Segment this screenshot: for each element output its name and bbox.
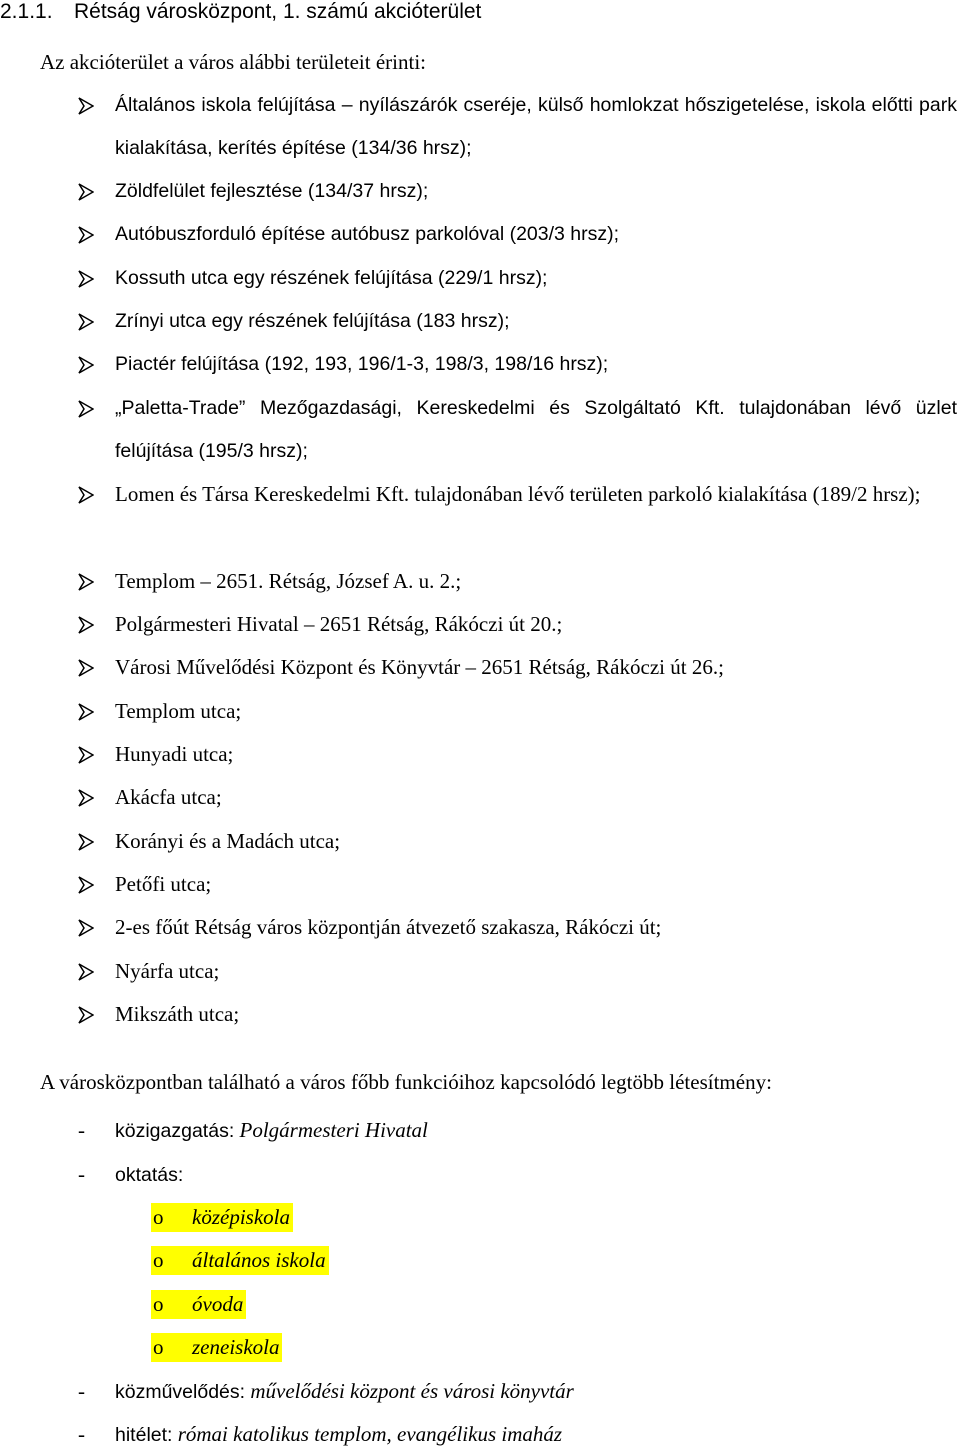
list-item-label: Mikszáth utca; — [115, 1002, 240, 1026]
dash-marker: - — [78, 1118, 85, 1142]
category-value: római katolikus templom, evangélikus imaház — [177, 1422, 563, 1446]
arrowhead-bullet-icon — [78, 963, 94, 981]
category-value: művelődési központ és városi könyvtár — [250, 1379, 574, 1403]
education-item-label: zeneiskola — [192, 1335, 280, 1359]
arrowhead-bullet-icon — [78, 183, 94, 201]
arrowhead-bullet-icon — [78, 919, 94, 937]
arrowhead-bullet-icon — [78, 746, 94, 764]
dash-marker: - — [78, 1422, 85, 1446]
list-item-label: Hunyadi utca; — [115, 742, 234, 766]
education-item — [151, 1333, 282, 1361]
arrowhead-bullet-icon — [78, 356, 94, 374]
summary-paragraph: A városközpontban található a város főbb funkcióihoz kapcsolódó legtöbb létesítmény: — [40, 1070, 772, 1094]
category-label: hitélet: — [115, 1424, 173, 1446]
education-item-label: általános iskola — [192, 1248, 326, 1272]
category-faith — [115, 1420, 562, 1449]
dash-marker: - — [78, 1162, 85, 1186]
education-item — [151, 1203, 293, 1231]
circle-bullet-icon: o — [153, 1292, 164, 1316]
section-number: 2.1.1. — [0, 0, 53, 23]
circle-bullet-icon: o — [153, 1248, 164, 1272]
list-item-label: Zöldfelület fejlesztése (134/37 hrsz); — [115, 180, 429, 202]
list-item-label: Autóbuszforduló építése autóbusz parkolóval (203/3 hrsz); — [115, 223, 620, 245]
list-item-label: „Paletta-Trade” Mezőgazdasági, Kereskedelmi és Szolgáltató Kft. tulajdonában lévő üzlet felújítása (195/3 hrsz); — [115, 397, 957, 462]
category-culture — [115, 1377, 574, 1406]
list-item-label: Korányi és a Madách utca; — [115, 829, 341, 853]
dash-marker: - — [78, 1379, 85, 1403]
education-item — [151, 1246, 329, 1274]
category-label: közművelődés: — [115, 1381, 246, 1403]
list-item-label: Nyárfa utca; — [115, 959, 220, 983]
list-item-label: Városi Művelődési Központ és Könyvtár – 2651 Rétság, Rákóczi út 26.; — [115, 655, 724, 679]
list-item-label: Kossuth utca egy részének felújítása (229/1 hrsz); — [115, 267, 548, 289]
list-item-label: Templom utca; — [115, 699, 242, 723]
list-item-label: Piactér felújítása (192, 193, 196/1-3, 198/3, 198/16 hrsz); — [115, 353, 609, 375]
section-heading — [0, 0, 481, 26]
education-item-label: középiskola — [192, 1205, 290, 1229]
list-item-label: Petőfi utca; — [115, 872, 212, 896]
list-item-label: Lomen és Társa Kereskedelmi Kft. tulajdonában lévő területen parkoló kialakítása (189/2 hrsz); — [115, 482, 921, 506]
category-admin — [115, 1116, 428, 1145]
category-label: közigazgatás: — [115, 1120, 235, 1142]
list-item-label: Akácfa utca; — [115, 785, 222, 809]
section-title: Rétság városközpont, 1. számú akcióterület — [74, 0, 482, 23]
arrowhead-bullet-icon — [78, 97, 94, 115]
arrowhead-bullet-icon — [78, 270, 94, 288]
circle-bullet-icon: o — [153, 1335, 164, 1359]
arrowhead-bullet-icon — [78, 313, 94, 331]
list-item-label: Polgármesteri Hivatal – 2651 Rétság, Rákóczi út 20.; — [115, 612, 563, 636]
list-item-label: Zrínyi utca egy részének felújítása (183 hrsz); — [115, 310, 510, 332]
circle-bullet-icon: o — [153, 1205, 164, 1229]
education-item — [151, 1290, 246, 1318]
list-item-label: Templom – 2651. Rétság, József A. u. 2.; — [115, 569, 462, 593]
category-value: Polgármesteri Hivatal — [239, 1118, 428, 1142]
arrowhead-bullet-icon — [78, 833, 94, 851]
arrowhead-bullet-icon — [78, 226, 94, 244]
arrowhead-bullet-icon — [78, 876, 94, 894]
arrowhead-bullet-icon — [78, 486, 94, 504]
intro-paragraph: Az akcióterület a város alábbi területeit érinti: — [40, 50, 426, 74]
arrowhead-bullet-icon — [78, 703, 94, 721]
arrowhead-bullet-icon — [78, 573, 94, 591]
category-label: oktatás: — [115, 1164, 184, 1186]
arrowhead-bullet-icon — [78, 400, 94, 418]
category-education — [115, 1160, 183, 1189]
education-item-label: óvoda — [192, 1292, 244, 1316]
list-item-label: 2-es főút Rétság város központján átvezető szakasza, Rákóczi út; — [115, 915, 662, 939]
arrowhead-bullet-icon — [78, 659, 94, 677]
list-item-label: Általános iskola felújítása – nyílászárók cseréje, külső homlokzat hőszigetelése, iskola előtti park kialakítása, kerítés építése (134/36 hrsz); — [115, 94, 957, 159]
arrowhead-bullet-icon — [78, 789, 94, 807]
arrowhead-bullet-icon — [78, 1006, 94, 1024]
arrowhead-bullet-icon — [78, 616, 94, 634]
